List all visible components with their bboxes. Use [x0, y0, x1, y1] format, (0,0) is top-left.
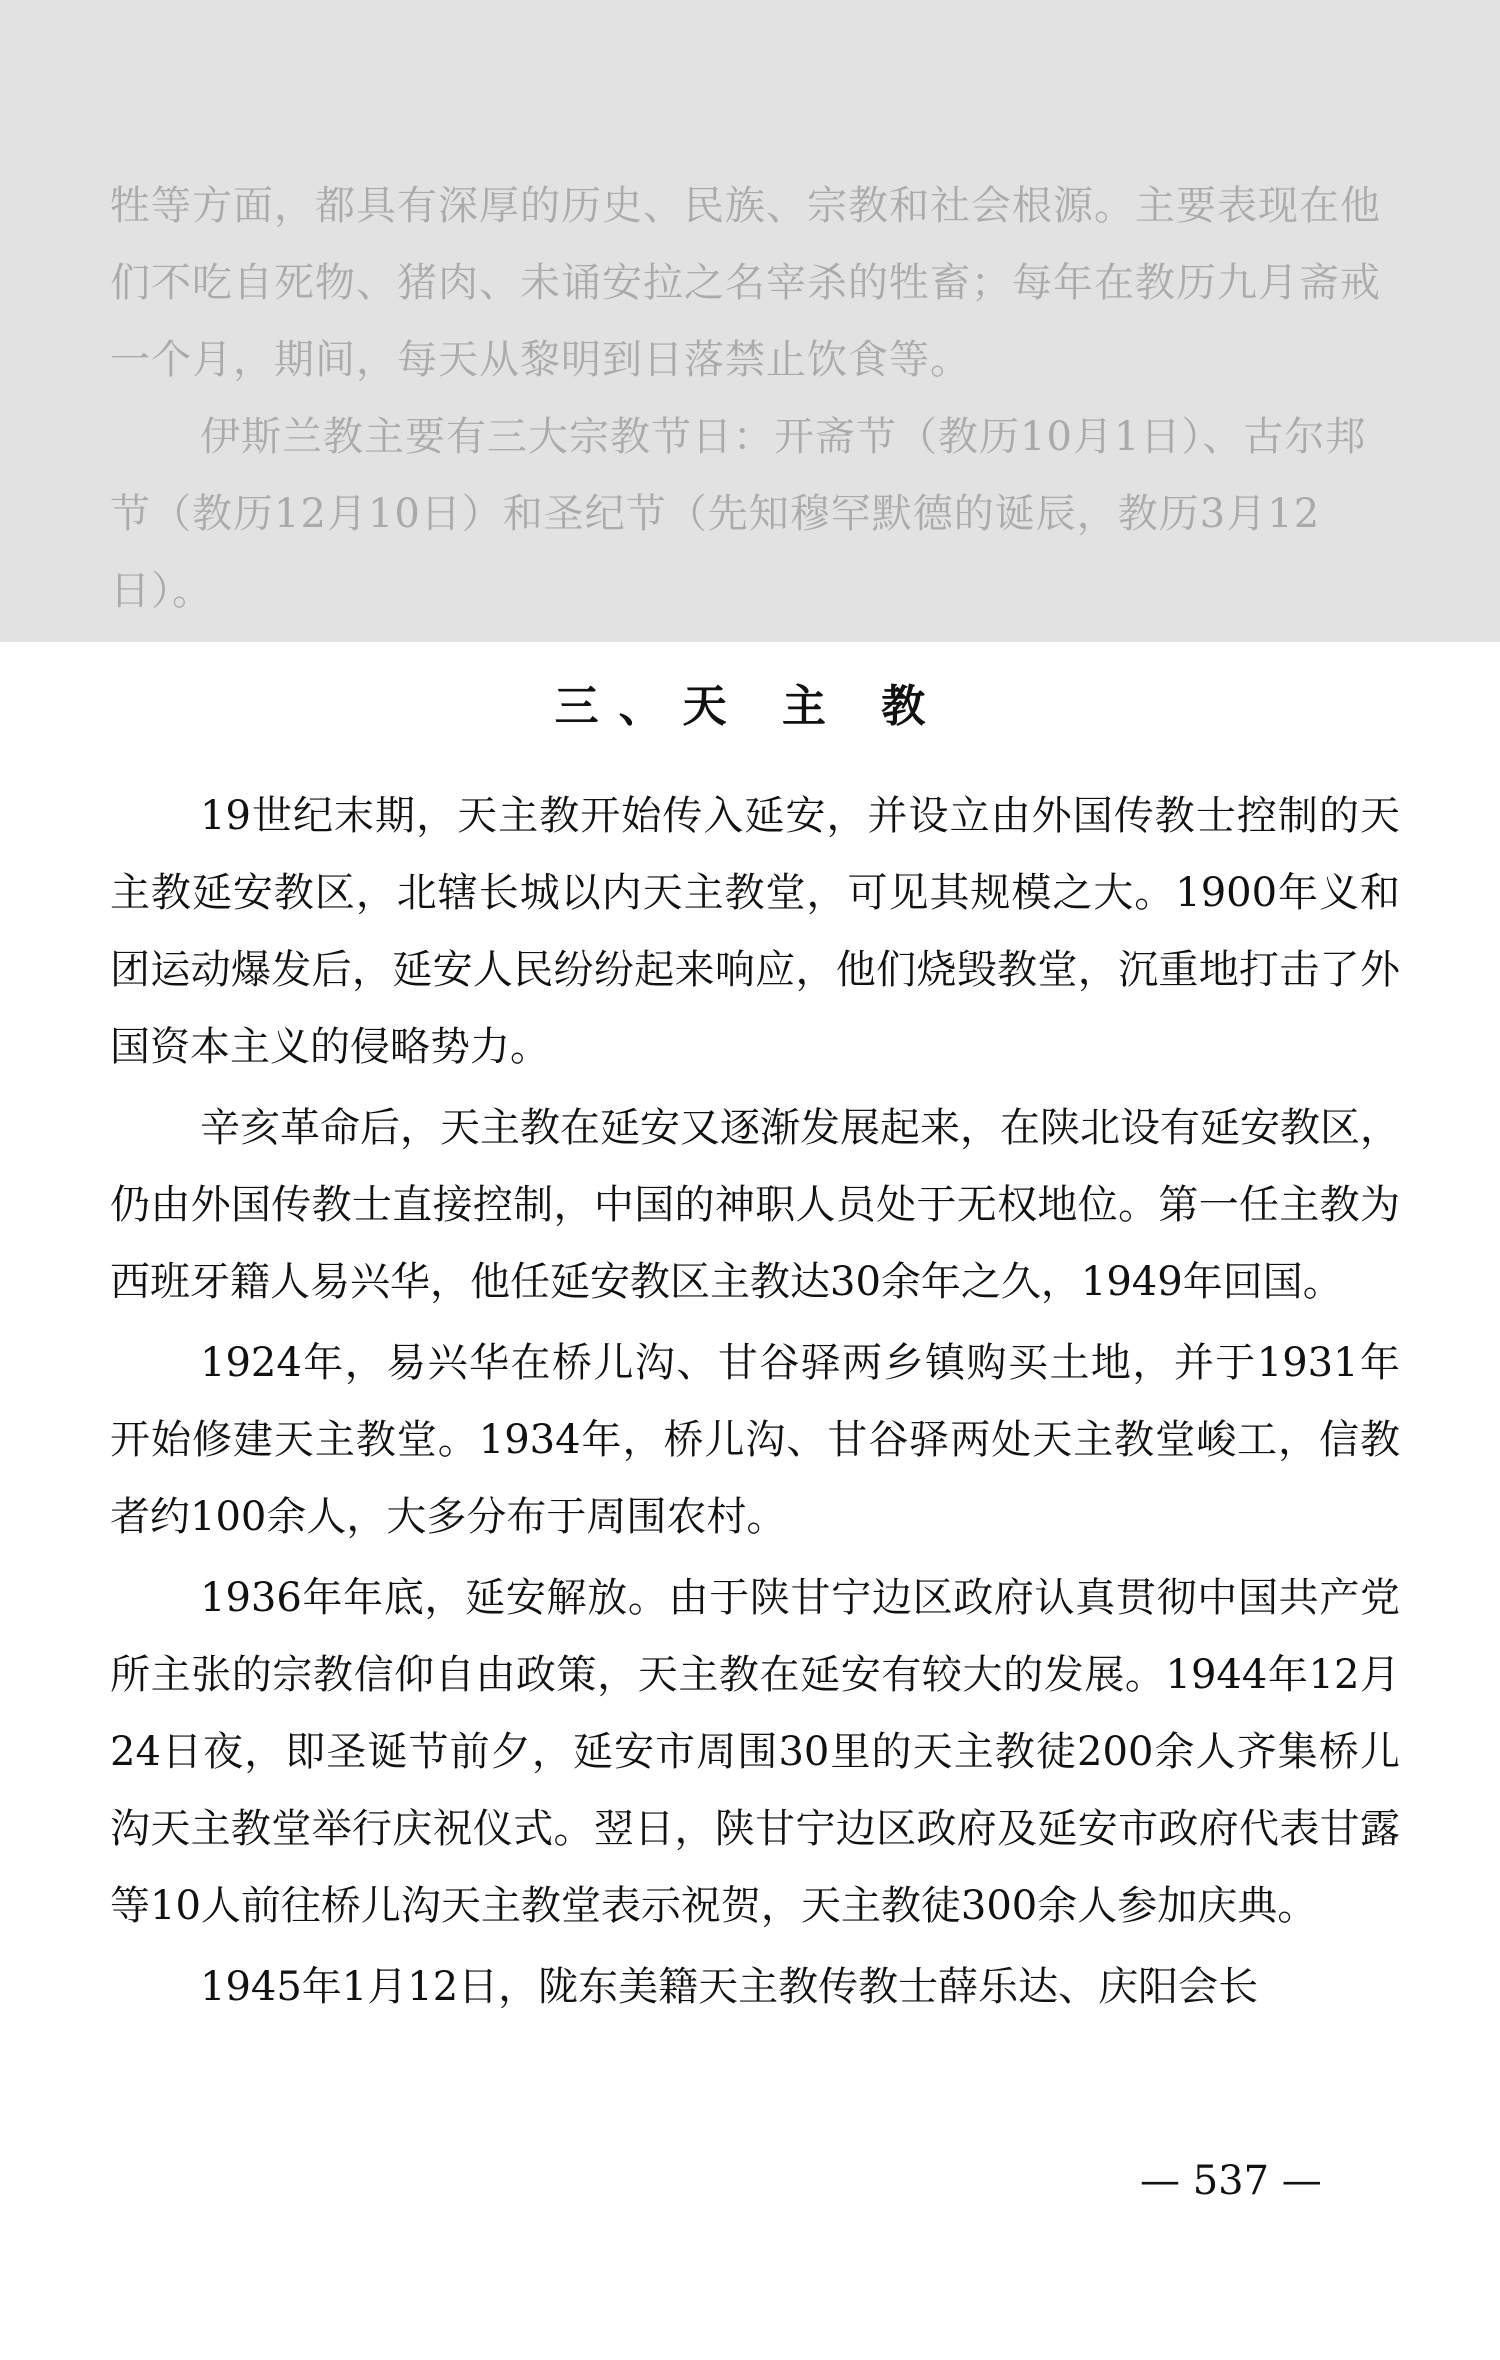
section-heading: 三、天 主 教 [554, 681, 946, 732]
page-number: — 537 — [1140, 2158, 1322, 2204]
header-paragraph-2: 伊斯兰教主要有三大宗教节日：开斋节（教历10月1日）、古尔邦节（教历12月10日）和圣纪节（先知穆罕默德的诞辰，教历3月12日）。 [110, 414, 1367, 614]
body-paragraph-3: 1924年，易兴华在桥儿沟、甘谷驿两乡镇购买土地，并于1931年开始修建天主教堂。1934年，桥儿沟、甘谷驿两处天主教堂峻工，信教者约100余人，大多分布于周围农村。 [110, 1340, 1400, 1540]
body-paragraph-4: 1936年年底，延安解放。由于陕甘宁边区政府认真贯彻中国共产党所主张的宗教信仰自由政策，天主教在延安有较大的发展。1944年12月24日夜，即圣诞节前夕，延安市周围30里的天主教徒200余人齐集桥儿沟天主教堂举行庆祝仪式。翌日，陕甘宁边区政府及延安市政府代表甘露等10人前往桥儿沟天主教堂表示祝贺，天主教徒300余人参加庆典。 [110, 1575, 1400, 1929]
body-paragraph-1: 19世纪末期，天主教开始传入延安，并设立由外国传教士控制的天主教延安教区，北辖长城以内天主教堂，可见其规模之大。1900年义和团运动爆发后，延安人民纷纷起来响应，他们烧毁教堂，沉重地打击了外国资本主义的侵略势力。 [110, 793, 1400, 1070]
body-paragraph-2: 辛亥革命后，天主教在延安又逐渐发展起来，在陕北设有延安教区，仍由外国传教士直接控制，中国的神职人员处于无权地位。第一任主教为西班牙籍人易兴华，他任延安教区主教达30余年之久，1949年回国。 [110, 1105, 1400, 1305]
previous-section-text [110, 168, 1400, 630]
body-paragraph-5: 1945年1月12日，陇东美籍天主教传教士薛乐达、庆阳会长 [200, 1964, 1259, 2010]
header-paragraph-1: 牲等方面，都具有深厚的历史、民族、宗教和社会根源。主要表现在他们不吃自死物、猪肉、未诵安拉之名宰杀的牲畜；每年在教历九月斋戒一个月，期间，每天从黎明到日落禁止饮食等。 [110, 183, 1381, 383]
section-body [110, 778, 1400, 2030]
